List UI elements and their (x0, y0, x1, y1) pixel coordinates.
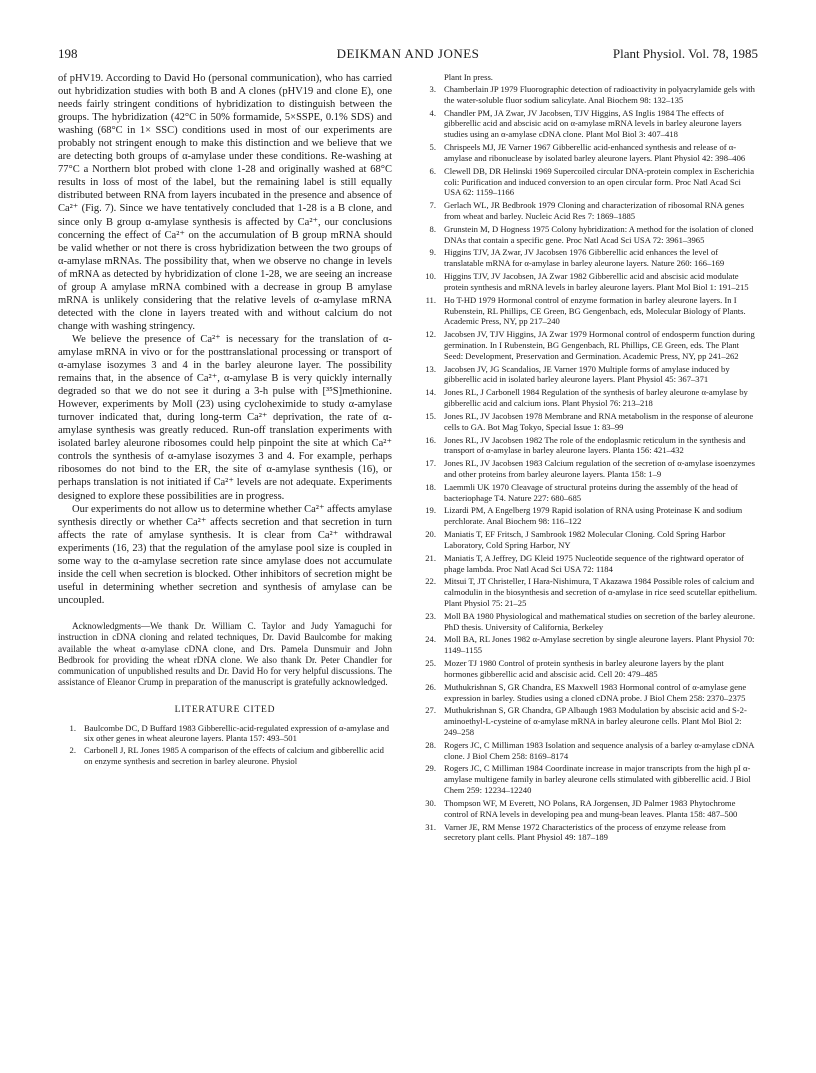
reference-text: Muthukrishnan S, GR Chandra, GP Albaugh 1983 Modulation by abscisic acid and S-2-aminoethyl-L-cysteine of α-amylase mRNA in barley aleurone cells. Plant Mol Biol 2: 249–258 (444, 705, 747, 737)
reference-item (418, 763, 758, 795)
reference-text: Laemmli UK 1970 Cleavage of structural proteins during the assembly of the head of bacteriophage T4. Nature 227: 680–685 (444, 481, 738, 503)
reference-item: 1. Baulcombe DC, D Buffard 1983 Gibberellic-acid-regulated expression of α-amylase and six other genes in wheat aleurone layers. Planta 157: 493–501 (69, 722, 390, 744)
reference-number: 15. (425, 410, 436, 421)
reference-number: 6. (429, 165, 436, 176)
running-authors: DEIKMAN AND JONES (336, 46, 480, 61)
reference-item (418, 611, 758, 633)
literature-cited-heading: LITERATURE CITED (174, 704, 276, 715)
reference-number: 14. (425, 387, 436, 398)
reference-list-right (418, 84, 758, 843)
reference-text: Clewell DB, DR Helinski 1969 Supercoiled circular DNA-protein complex in Escherichia coli: Purification and induced conversion to an open circular form. Proc Natl Acad Sci USA 62: 1159–1166 (444, 165, 755, 198)
reference-item (418, 682, 758, 704)
right-column (418, 72, 758, 845)
reference-text: Jones RL, JV Jacobsen 1982 The role of the endoplasmic reticulum in the synthesis and transport of α-amylase in barley aleurone layers. Planta 156: 421–432 (444, 434, 746, 456)
reference-text: Jones RL, JV Jacobsen 1978 Membrane and RNA metabolism in the response of aleurone cells to GA. Bot Mag Tokyo, Special Issue 1: 83–99 (444, 410, 754, 432)
reference-item (418, 142, 758, 164)
reference-number: 20. (425, 529, 436, 540)
acknowledgments: Acknowledgments—We thank Dr. William C. Taylor and Judy Yamaguchi for instruction in cDNA cloning and related techniques, Dr. David Baulcombe for making available the wheat α-amylase cDNA clone, and Drs. Pamela Dunsmuir and John Bedbrook for providing the wheat rDNA clone. We also thank Dr. Peter Chandler for communication of unpublished results and Dr. David Ho for very helpful discussions. The assistance of Eleanor Crump in preparation of the manuscript is gratefully acknowledged. (58, 620, 392, 688)
reference-item (418, 435, 758, 457)
reference-item (418, 658, 758, 680)
reference-item (418, 505, 758, 527)
reference-item (418, 822, 758, 844)
reference-number: 5. (429, 142, 436, 153)
reference-item (418, 553, 758, 575)
reference-number: 8. (429, 223, 436, 234)
reference-item (418, 200, 758, 222)
reference-number: 3. (429, 84, 436, 95)
reference-number: 7. (429, 200, 436, 211)
reference-number: 11. (425, 294, 436, 305)
reference-text: Jones RL, J Carbonell 1984 Regulation of the synthesis of barley aleurone α-amylase by gibberellic acid and calcium ions. Plant Physiol 76: 213–218 (444, 387, 748, 409)
reference-text: Jacobsen JV, TJV Higgins, JA Zwar 1979 Hormonal control of endosperm function during germination. In I Rubenstein, BG Gengenbach, RL Phillips, CE Green, eds. The Plant Seed: Development, Preservation and Germination. Academic Press, NY, pp 241–262 (444, 329, 755, 361)
reference-item (418, 482, 758, 504)
reference-item (418, 84, 758, 106)
reference-list-left (58, 723, 392, 766)
reference-number: 19. (425, 505, 436, 516)
reference-number: 28. (425, 739, 436, 750)
reference-text: Maniatis T, EF Fritsch, J Sambrook 1982 Molecular Cloning. Cold Spring Harbor Laboratory, Cold Spring Harbor, NY (444, 529, 726, 550)
reference-number: 31. (425, 821, 436, 832)
reference-number: 13. (425, 363, 436, 374)
reference-number: 4. (429, 107, 436, 118)
reference-number: 16. (425, 434, 436, 445)
reference-continuation: Plant In press. (444, 72, 493, 82)
reference-item (418, 529, 758, 551)
reference-number: 18. (425, 481, 436, 492)
reference-text: Moll BA, RL Jones 1982 α-Amylase secretion by single aleurone layers. Plant Physiol 70: 1149–1155 (444, 634, 755, 656)
body-paragraph-3: Our experiments do not allow us to determine whether Ca²⁺ affects amylase synthesis directly or whether Ca²⁺ affects secretion and that secretion in turn affects the rate of amylase synthesis. It is clear from Ca²⁺ withdrawal experiments (16, 23) that the regulation of the amylase pool size is coupled in some way to the α-amylase secretion rate since amylase does not accumulate inside the cell when secretion is blocked. Other inhibitors of secretion might be useful in determining whether secretion and synthesis of amylase can be uncoupled. (58, 503, 392, 606)
reference-text: Chrispeels MJ, JE Varner 1967 Gibberellic acid-enhanced synthesis and release of α-amylase and ribonuclease by isolated barley aleurone layers. Plant Physiol 42: 398–406 (444, 142, 746, 163)
reference-text: Varner JE, RM Mense 1972 Characteristics of the process of enzyme release from secretory plant cells. Plant Physiol 49: 187–189 (444, 821, 726, 843)
reference-item (418, 247, 758, 269)
reference-item: 2. Carbonell J, RL Jones 1985 A comparison of the effects of calcium and gibberellic acid on enzyme synthesis and secretion in barley aleurone. Physiol (69, 744, 384, 766)
reference-item (418, 387, 758, 409)
reference-text: Maniatis T, A Jeffrey, DG Kleid 1975 Nucleotide sequence of the rightward operator of phage lambda. Proc Natl Acad Sci USA 72: 1184 (444, 552, 744, 574)
reference-item (418, 295, 758, 327)
reference-text: Moll BA 1980 Physiological and mathematical studies on secretion of the barley aleurone. PhD thesis. University of California, Berkeley (444, 610, 755, 632)
reference-number: 9. (429, 247, 436, 258)
reference-item (418, 740, 758, 762)
reference-text: Gerlach WL, JR Bedbrook 1979 Cloning and characterization of ribosomal RNA genes from wheat and barley. Nucleic Acid Res 7: 1869–1885 (444, 200, 745, 221)
reference-item (418, 705, 758, 737)
reference-item (418, 271, 758, 293)
reference-text: Jacobsen JV, JG Scandalios, JE Varner 1970 Multiple forms of amylase induced by gibberellic acid in isolated barley aleurone layers. Plant Physiol 45: 367–371 (444, 363, 730, 385)
reference-number: 21. (425, 552, 436, 563)
reference-number: 27. (425, 705, 436, 716)
body-paragraph-1: of pHV19. According to David Ho (personal communication), who has carried out hybridization studies with both B and A clones (pHV19 and clone E), one needs fairly stringent conditions of hybridization to distinguish between the groups. The hybridization (42°C in 50% formamide, 5×SSPE, 0.1% SDS) and washing (68°C in 1× SSC) conditions used in most of our experiments are probably not stringent enough to make this distinction and we believe that we are detecting both groups of α-amylase under these conditions. Re-washing at 77°C a Northern blot probed with clone 1-28 and originally washed at 68°C results in loss of most of the label, but the remaining label is still equally distributed between RNA from layers incubated in the presence and absence of Ca²⁺ (Fig. 7). Since we have tentatively concluded that 1-28 is a B clone, and since only B group α-amylase synthesis is affected by Ca²⁺, our conclusions concerning the effect of Ca²⁺ on the accumulation of B group mRNA should be valid whether or not there is cross hybridization between the two groups of α-amylase mRNAs. The possibility that, when we observe no change in levels of mRNA as detected by hybridization of clone 1-28, we are seeing an increase of group A amylase mRNA combined with a decrease in group B amylase mRNA is unlikely considering that the relative levels of α-amylase mRNA detected with the clone in layers treated with and without calcium do not change with washing stringency. (58, 73, 392, 332)
reference-text: Chandler PM, JA Zwar, JV Jacobsen, TJV Higgins, AS Inglis 1984 The effects of gibberellic acid and abscisic acid on α-amylase mRNA levels in barley aleurone layers studies using an α-amylase cDNA clone. Plant Mol Biol 3: 407–418 (444, 107, 742, 140)
reference-text: Mozer TJ 1980 Control of protein synthesis in barley aleurone layers by the plant hormones gibberellic acid and abscisic acid. Cell 20: 479–485 (444, 658, 724, 679)
left-column (58, 72, 392, 767)
reference-number: 26. (425, 681, 436, 692)
reference-number: 10. (425, 271, 436, 282)
reference-text: Muthukrishnan S, GR Chandra, ES Maxwell 1983 Hormonal control of α-amylase gene expression in barley. Studies using a cloned cDNA probe. J Biol Chem 258: 2370–2375 (444, 681, 747, 703)
reference-number: 25. (425, 658, 436, 669)
reference-item (418, 166, 758, 198)
reference-item (418, 329, 758, 361)
reference-number: 23. (425, 610, 436, 621)
reference-number: 29. (425, 763, 436, 774)
reference-item (418, 576, 758, 608)
reference-number: 17. (425, 458, 436, 469)
reference-text: Rogers JC, C Milliman 1984 Coordinate increase in major transcripts from the high pI α-amylase multigene family in barley aleurone cells stimulated with gibberellic acid. J Biol Chem 259: 12234–12240 (444, 763, 751, 796)
reference-text: Lizardi PM, A Engelberg 1979 Rapid isolation of RNA using Proteinase K and sodium perchlorate. Anal Biochem 98: 116–122 (444, 505, 743, 527)
reference-item (418, 108, 758, 140)
reference-text: Higgins TJV, JA Zwar, JV Jacobsen 1976 Gibberellic acid enhances the level of translatable mRNA for α-amylase in barley aleurone layers. Nature 260: 166–169 (444, 247, 725, 269)
reference-text: Grunstein M, D Hogness 1975 Colony hybridization: A method for the isolation of cloned DNAs that contain a specific gene. Proc Natl Acad Sci USA 72: 3961–3965 (444, 223, 754, 245)
reference-number: 22. (425, 576, 436, 587)
page-number: 198 (58, 46, 78, 61)
reference-number: 24. (425, 634, 436, 645)
reference-item (418, 458, 758, 480)
reference-text: Mitsui T, JT Christeller, I Hara-Nishimura, T Akazawa 1984 Possible roles of calcium and calmodulin in the biosynthesis and secretion of α-amylase in rice seed scutellar epithelium. Plant Physiol 75: 21–25 (444, 576, 758, 608)
running-header (58, 46, 758, 64)
reference-text: Jones RL, JV Jacobsen 1983 Calcium regulation of the secretion of α-amylase isoenzymes and other proteins from barley aleurone layers. Planta 158: 1–9 (444, 458, 756, 479)
reference-item (418, 798, 758, 820)
reference-text: Thompson WF, M Everett, NO Polans, RA Jorgensen, JD Palmer 1983 Phytochrome control of RNA levels in developing pea and mung-bean leaves. Planta 158: 487–500 (444, 797, 738, 819)
body-paragraph-2: We believe the presence of Ca²⁺ is necessary for the translation of α-amylase mRNA in vivo or for the posttranslational processing or transport of α-amylase isozymes 3 and 4 in the barley aleurone layer. The possibility remains that, in the absence of Ca²⁺, α-amylase B is very quickly internally degraded so that we do not see it during a 3-h pulse with [³⁵S]methionine. However, experiments by Moll (23) using cycloheximide to study α-amylase turnover indicated that, during long-term Ca²⁺ deprivation, the rate of α-amylase synthesis was greatly reduced. Run-off translation experiments with isolated barley aleurone ribosomes could help pinpoint the site at which Ca²⁺ controls the synthesis of α-amylase isozymes 3 and 4. For example, perhaps ribosomes do not bind to the ER, the site of α-amylase synthesis (16), or perhaps translation is not initiated if Ca²⁺ levels are not adequate. Experiments designed to explore these possibilities are in progress. (58, 333, 392, 502)
reference-item (418, 224, 758, 246)
reference-text: Rogers JC, C Milliman 1983 Isolation and sequence analysis of a barley α-amylase cDNA clone. J Biol Chem 258: 8169–8174 (444, 739, 754, 761)
reference-number: 30. (425, 797, 436, 808)
reference-text: Higgins TJV, JV Jacobsen, JA Zwar 1982 Gibberellic acid and abscisic acid modulate protein synthesis and mRNA levels in barley aleurone layers. Plant Mol Biol 1: 191–215 (444, 271, 749, 292)
reference-number: 12. (425, 329, 436, 340)
reference-text: Chamberlain JP 1979 Fluorographic detection of radioactivity in polyacrylamide gels with the water-soluble fluor sodium salicylate. Anal Biochem 98: 132–135 (444, 84, 755, 105)
reference-item (418, 364, 758, 386)
reference-text: Ho T-HD 1979 Hormonal control of enzyme formation in barley aleurone layers. In I Rubenstein, RL Phillips, CE Green, BG Gengenbach, eds, Molecular Biology of Plants. Academic Press, NY, pp 217–240 (444, 294, 746, 327)
reference-item (418, 634, 758, 656)
journal-citation: Plant Physiol. Vol. 78, 1985 (612, 46, 758, 61)
reference-item (418, 411, 758, 433)
